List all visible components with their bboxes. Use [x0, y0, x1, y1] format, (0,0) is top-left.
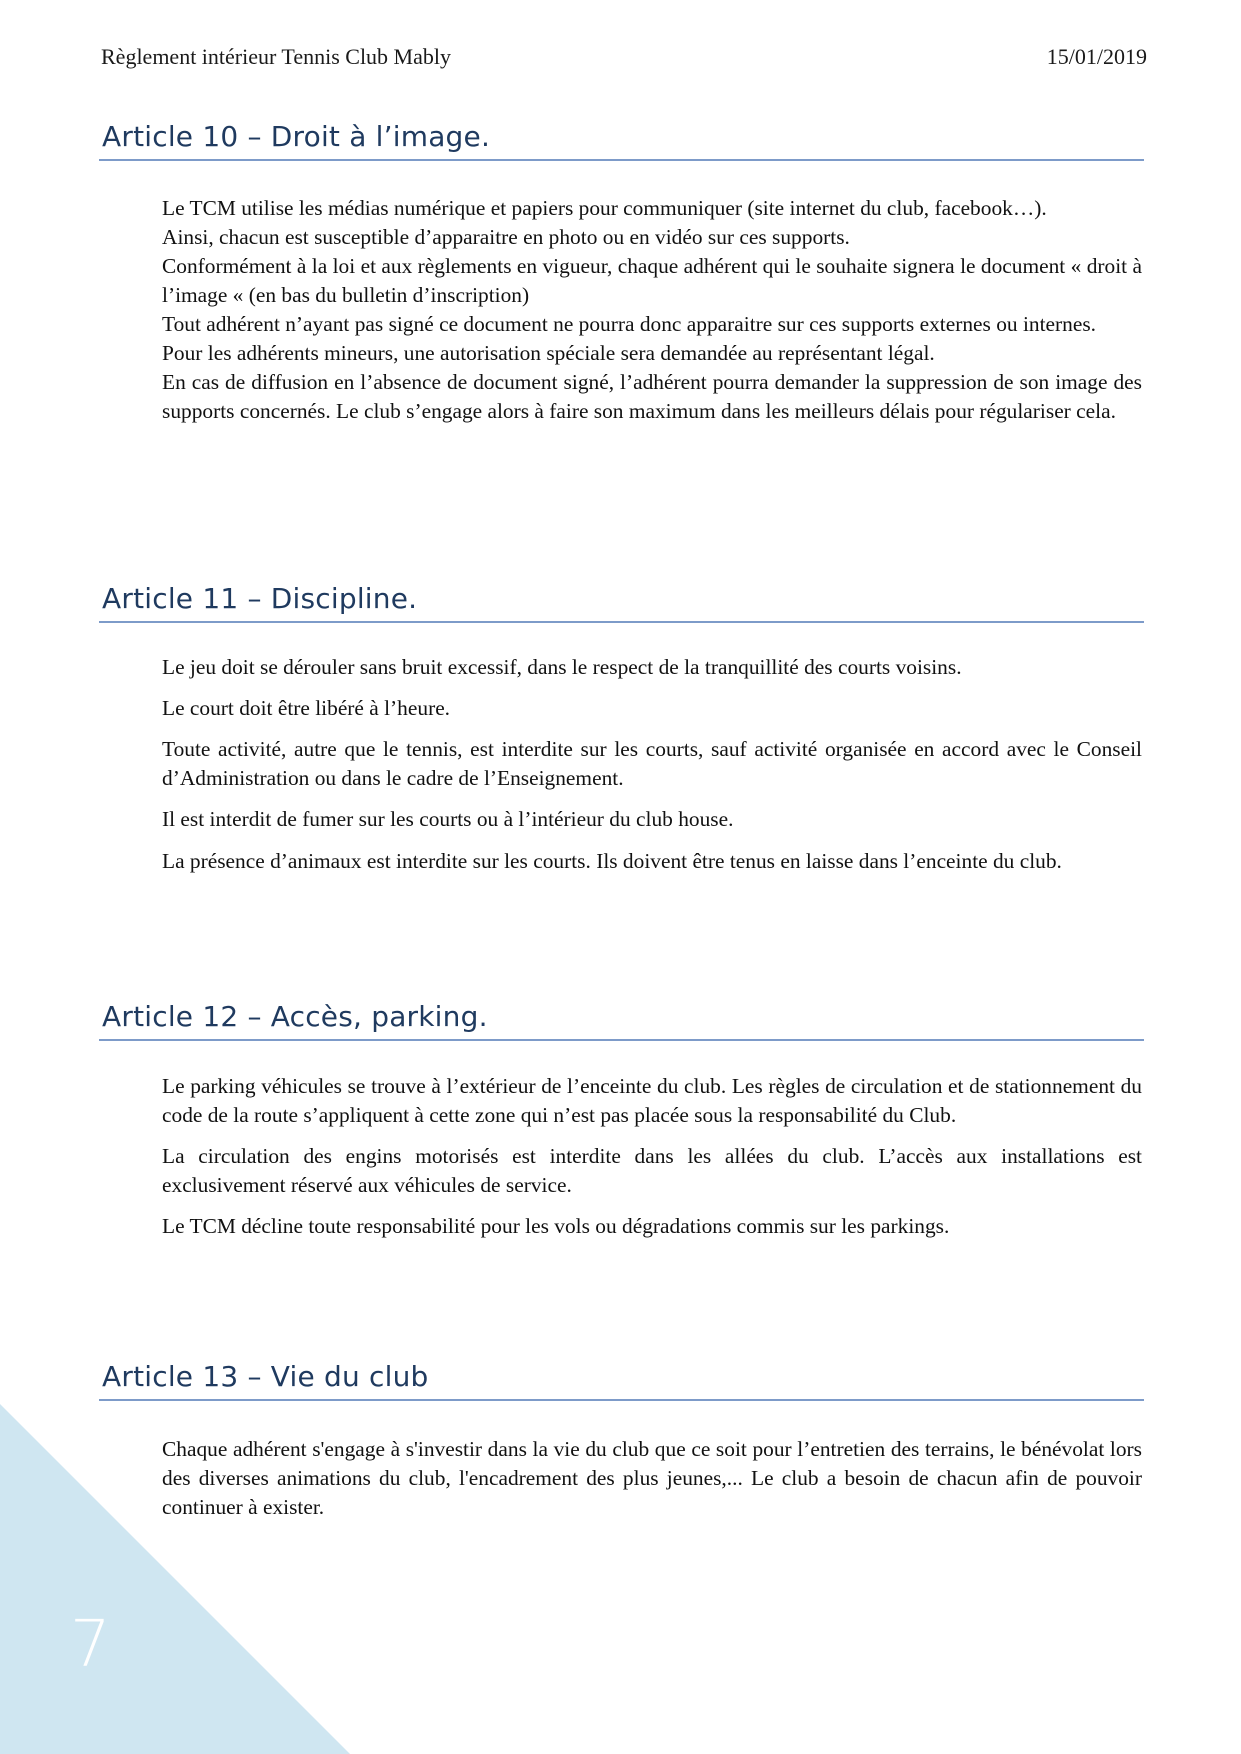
paragraph: La présence d’animaux est interdite sur les courts. Ils doivent être tenus en laisse dans l’enceinte du club. [162, 849, 1062, 873]
paragraph: En cas de diffusion en l’absence de document signé, l’adhérent pourra demander la suppression de son image des supports concernés. Le club s’engage alors à faire son maximum dans les meilleurs délais pour régulariser cela. [162, 370, 1142, 423]
paragraph: Le TCM utilise les médias numérique et papiers pour communiquer (site internet du club, facebook…). [162, 196, 1047, 220]
document-date: 15/01/2019 [1046, 44, 1147, 69]
article-11 [99, 582, 1144, 896]
article-title: Article 13 – Vie du club [99, 1360, 1144, 1401]
paragraph: La circulation des engins motorisés est interdite dans les allées du club. L’accès aux installations est exclusivement réservé aux véhicules de service. [162, 1144, 1142, 1197]
paragraph: Le parking véhicules se trouve à l’extérieur de l’enceinte du club. Les règles de circulation et de stationnement du code de la route s’appliquent à cette zone qui n’est pas placée sous la responsabilité du Club. [162, 1074, 1142, 1127]
paragraph: Chaque adhérent s'engage à s'investir dans la vie du club que ce soit pour l’entretien des terrains, le bénévolat lors des diverses animations du club, l'encadrement des plus jeunes,... Le club a besoin de chacun afin de pouvoir continuer à exister. [162, 1437, 1142, 1519]
article-body [162, 1072, 1142, 1241]
paragraph: Pour les adhérents mineurs, une autorisation spéciale sera demandée au représentant légal. [162, 341, 935, 365]
article-title: Article 11 – Discipline. [99, 582, 1144, 623]
paragraph: Il est interdit de fumer sur les courts ou à l’intérieur du club house. [162, 807, 734, 831]
paragraph: Conformément à la loi et aux règlements en vigueur, chaque adhérent qui le souhaite signera le document « droit à l’image « (en bas du bulletin d’inscription) [162, 254, 1142, 307]
paragraph: Le TCM décline toute responsabilité pour les vols ou dégradations commis sur les parkings. [162, 1214, 950, 1238]
article-title: Article 12 – Accès, parking. [99, 1000, 1144, 1041]
paragraph: Toute activité, autre que le tennis, est interdite sur les courts, sauf activité organisée en accord avec le Conseil d’Administration ou dans le cadre de l’Enseignement. [162, 737, 1142, 790]
article-10 [99, 120, 1144, 426]
article-title: Article 10 – Droit à l’image. [99, 120, 1144, 161]
document-title: Règlement intérieur Tennis Club Mably [101, 44, 451, 69]
article-body [162, 653, 1142, 884]
page-header [101, 44, 1147, 70]
page-number: 7 [70, 1608, 111, 1682]
corner-decoration [0, 1404, 350, 1754]
paragraph: Le court doit être libéré à l’heure. [162, 696, 451, 720]
article-12 [99, 1000, 1144, 1253]
article-body [162, 194, 1142, 426]
corner-triangle [0, 1404, 350, 1754]
paragraph: Le jeu doit se dérouler sans bruit excessif, dans le respect de la tranquillité des courts voisins. [162, 655, 962, 679]
paragraph: Ainsi, chacun est susceptible d’apparaitre en photo ou en vidéo sur ces supports. [162, 225, 850, 249]
paragraph: Tout adhérent n’ayant pas signé ce document ne pourra donc apparaitre sur ces supports externes ou internes. [162, 312, 1097, 336]
